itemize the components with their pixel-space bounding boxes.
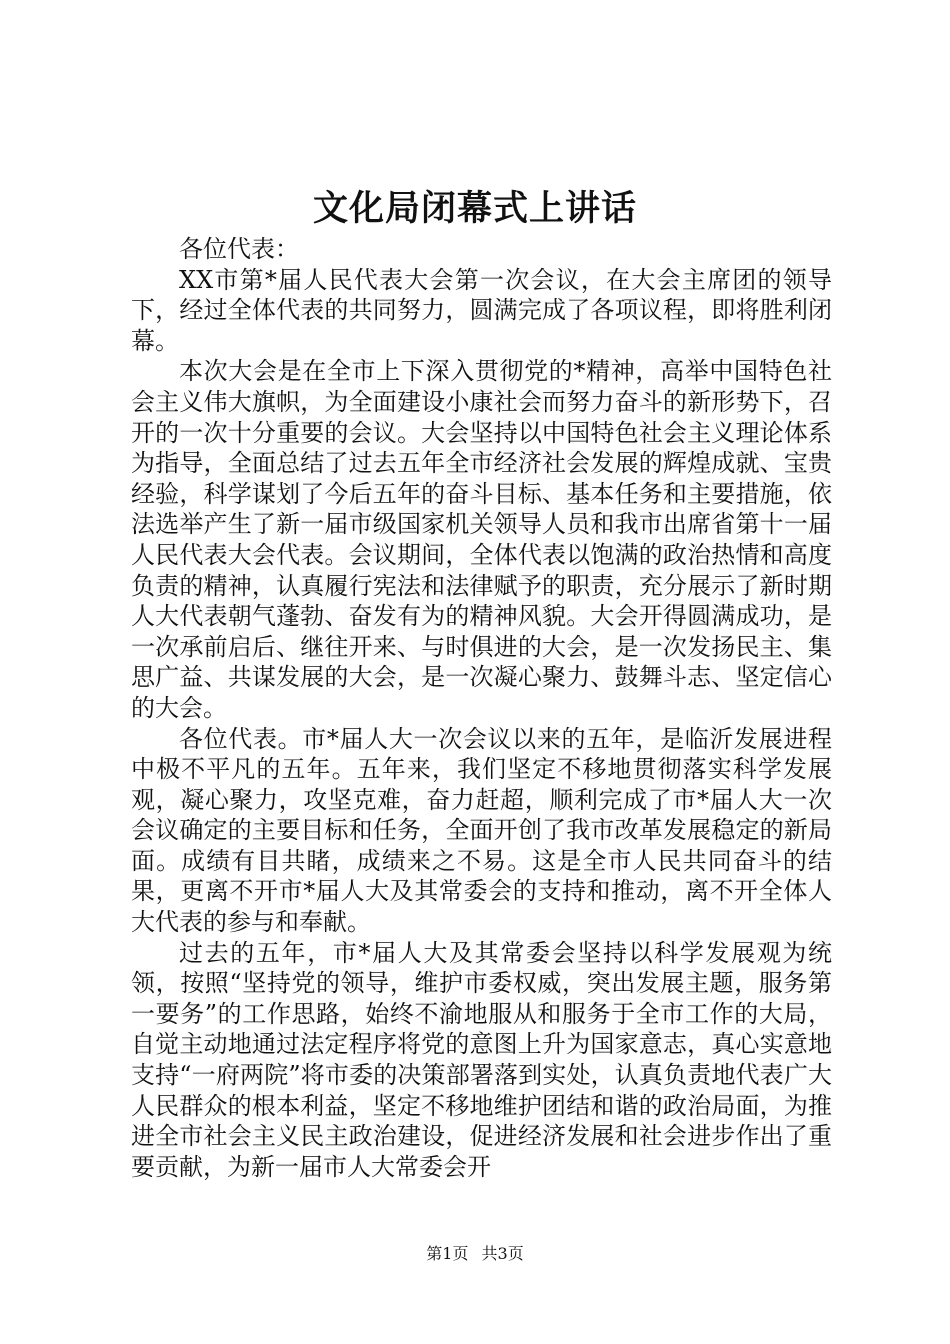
page-footer: [0, 1242, 950, 1266]
paragraph: 各位代表。市*届人大一次会议以来的五年，是临沂发展进程中极不平凡的五年。五年来，我们坚定不移地贯彻落实科学发展观，凝心聚力，攻坚克难，奋力赶超，顺利完成了市*届人大一次会议确定的主要目标和任务，全面开创了我市改革发展稳定的新局面。成绩有目共睹，成绩来之不易。这是全市人民共同奋斗的结果，更离不开市*届人大及其常委会的支持和推动，离不开全体人大代表的参与和奉献。: [131, 724, 832, 937]
paragraph: 本次大会是在全市上下深入贯彻党的*精神，高举中国特色社会主义伟大旗帜，为全面建设小康社会而努力奋斗的新形势下，召开的一次十分重要的会议。大会坚持以中国特色社会主义理论体系为指导，全面总结了过去五年全市经济社会发展的辉煌成就、宝贵经验，科学谋划了今后五年的奋斗目标、基本任务和主要措施，依法选举产生了新一届市级国家机关领导人员和我市出席省第十一届人民代表大会代表。会议期间，全体代表以饱满的政治热情和高度负责的精神，认真履行宪法和法律赋予的职责，充分展示了新时期人大代表朝气蓬勃、奋发有为的精神风貌。大会开得圆满成功，是一次承前启后、继往开来、与时俱进的大会，是一次发扬民主、集思广益、共谋发展的大会，是一次凝心聚力、鼓舞斗志、坚定信心的大会。: [131, 357, 832, 722]
document-title: 文化局闭幕式上讲话: [312, 188, 637, 229]
page-number: 第1页: [426, 1244, 469, 1263]
paragraph: XX市第*届人民代表大会第一次会议，在大会主席团的领导下，经过全体代表的共同努力，圆满完成了各项议程，即将胜利闭幕。: [131, 265, 832, 355]
document-body: [131, 234, 832, 1182]
page-total: 共3页: [481, 1244, 524, 1263]
paragraph: 过去的五年，市*届人大及其常委会坚持以科学发展观为统领，按照“坚持党的领导，维护市委权威，突出发展主题，服务第一要务”的工作思路，始终不渝地服从和服务于全市工作的大局，自觉主动地通过法定程序将党的意图上升为国家意志，真心实意地支持“一府两院”将市委的决策部署落到实处，认真负责地代表广大人民群众的根本利益，坚定不移地维护团结和谐的政治局面，为推进全市社会主义民主政治建设，促进经济发展和社会进步作出了重要贡献，为新一届市人大常委会开: [131, 938, 832, 1181]
paragraph-salutation: 各位代表：: [179, 235, 299, 263]
